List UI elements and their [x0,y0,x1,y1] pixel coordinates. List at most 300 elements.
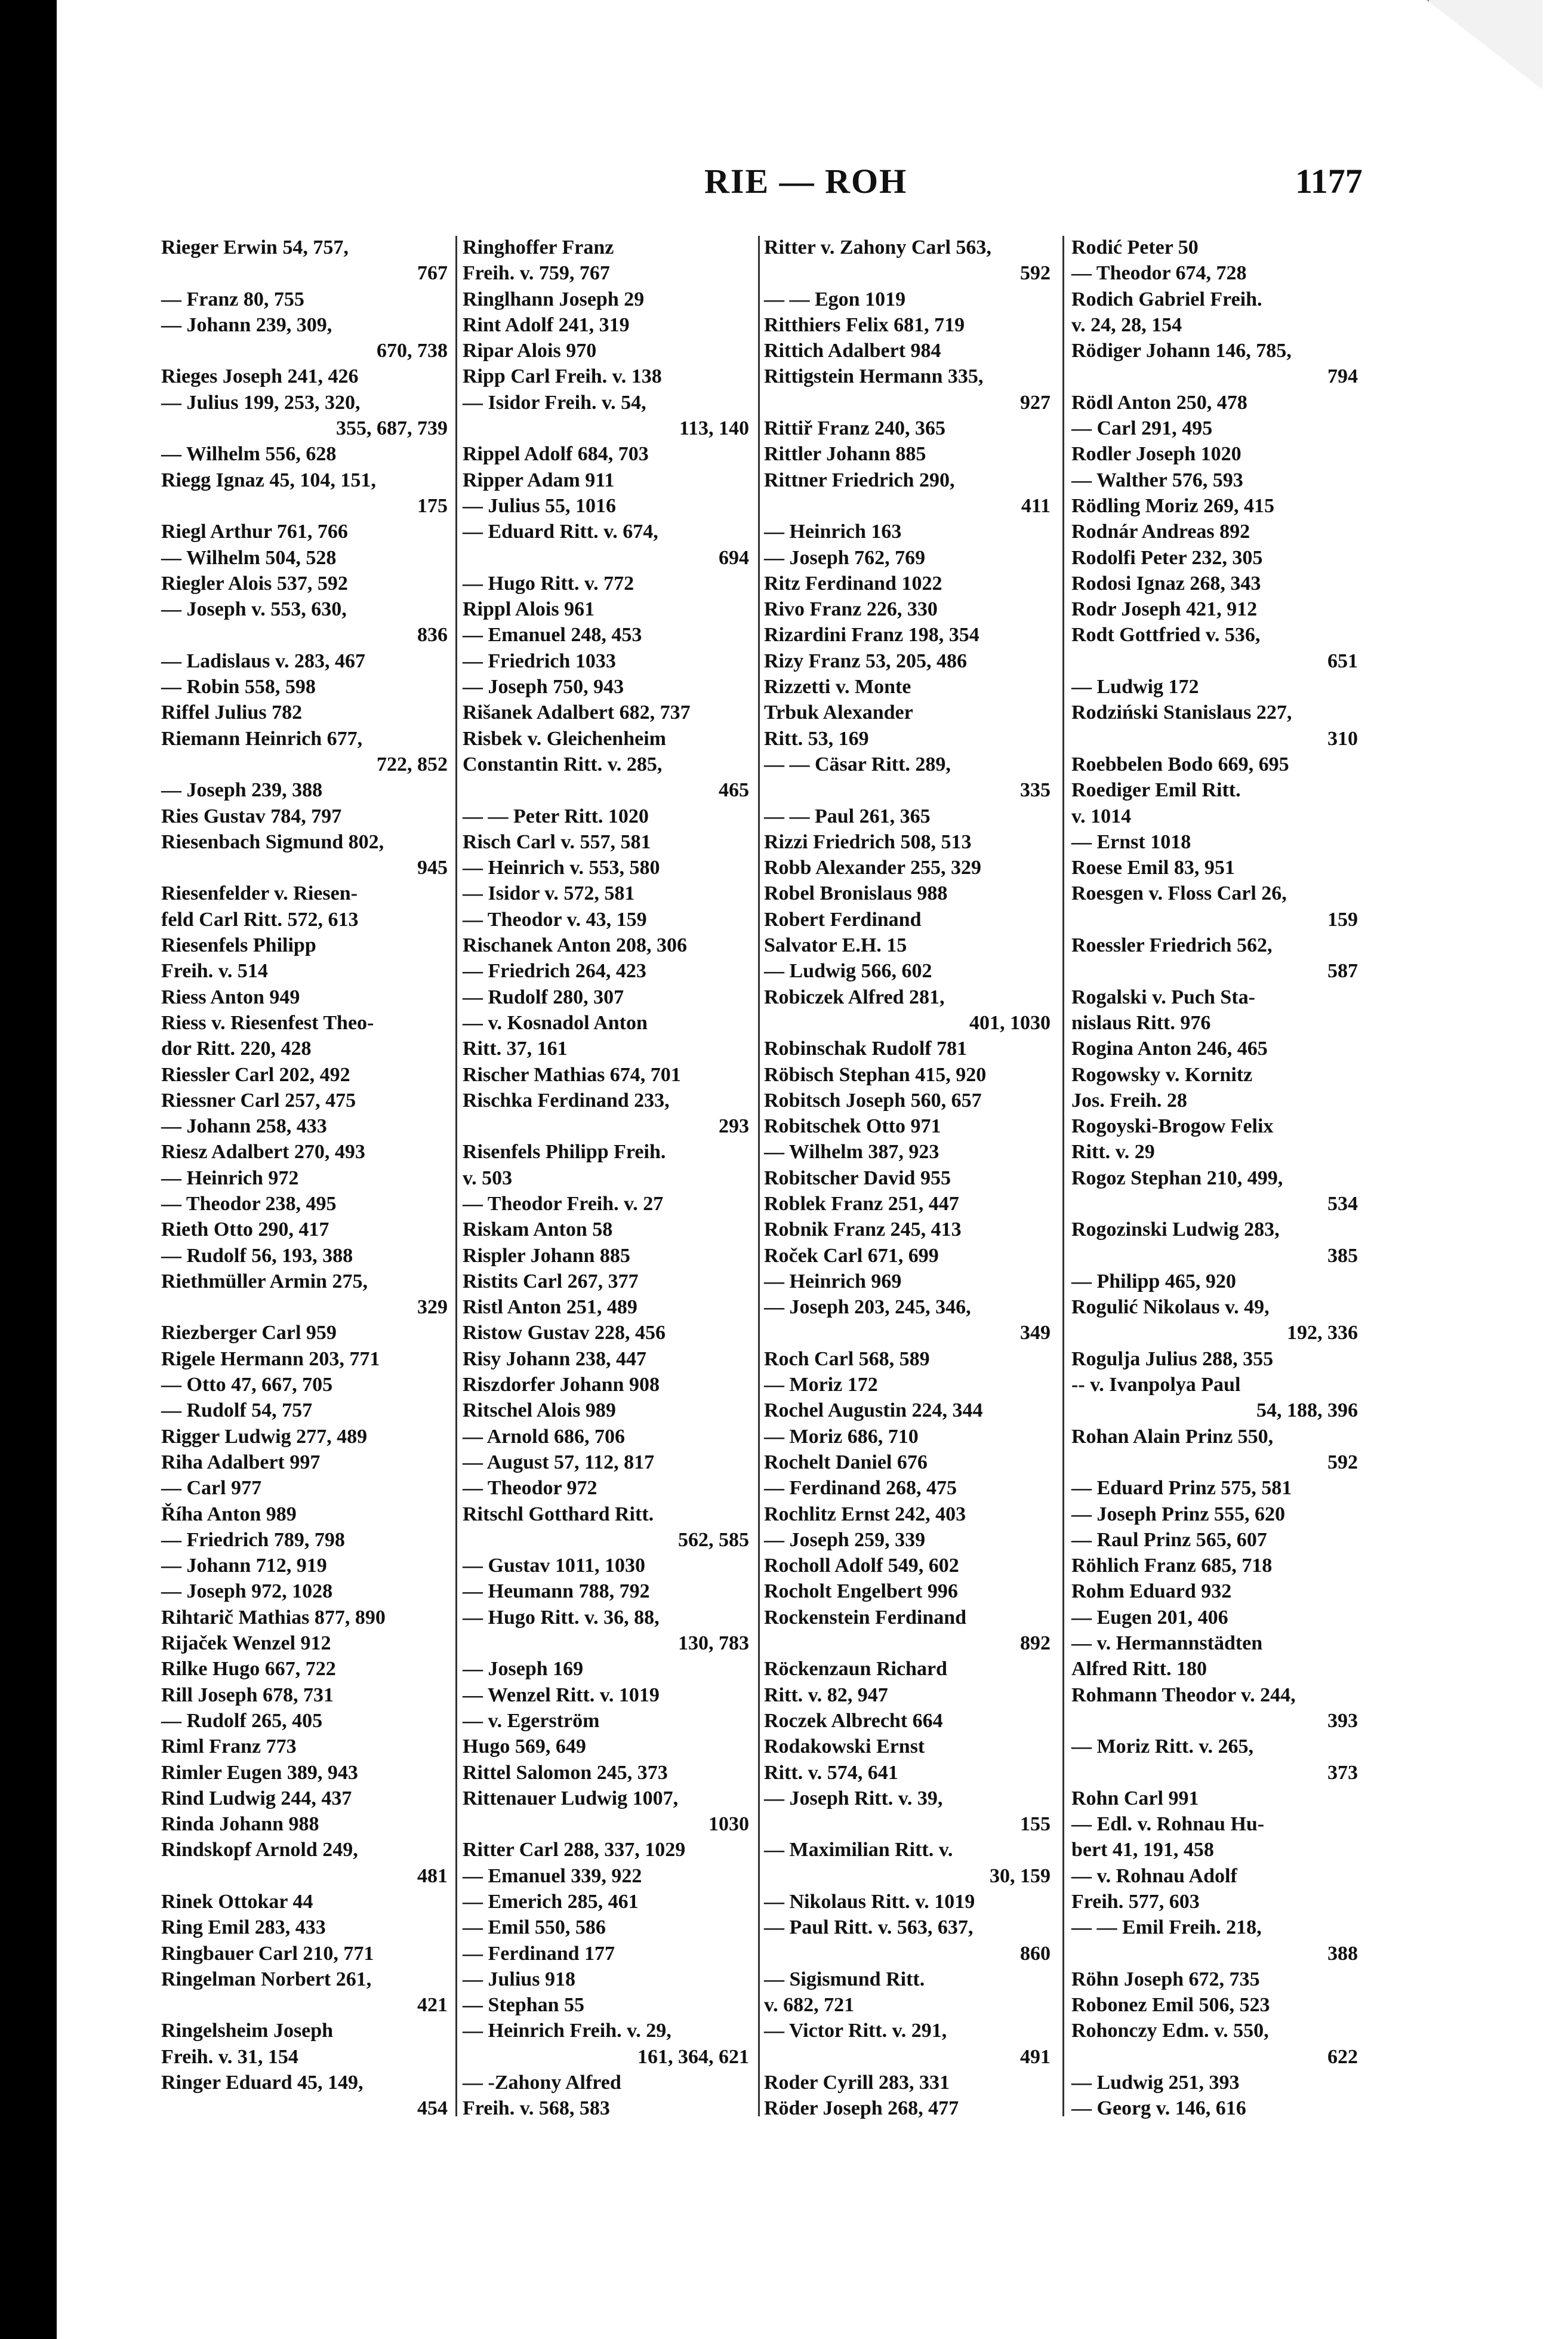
index-entry-line: Rippl Alois 961 [463,598,595,621]
index-entry-line: Freih. v. 568, 583 [463,2097,610,2120]
index-entry-line: Rizy Franz 53, 205, 486 [764,650,967,672]
index-entry-line: 592 [1020,262,1051,285]
index-entry-line: 927 [1020,391,1051,414]
index-entry-line: — Emil 550, 586 [463,1916,606,1939]
index-entry-line: Rittenauer Ludwig 1007, [463,1787,679,1809]
index-entry-line: Rohn Carl 991 [1071,1787,1199,1809]
index-entry-line: Riess v. Riesenfest Theo- [161,1011,374,1034]
index-column-3 [764,235,1051,2122]
index-column-4 [1071,235,1358,2122]
index-entry-line: Ritt. 53, 169 [764,727,869,750]
index-entry-line: — Ferdinand 268, 475 [764,1477,957,1500]
index-entry-line: — Ernst 1018 [1071,830,1191,853]
index-entry-line: Rittel Salomon 245, 373 [463,1761,668,1784]
index-entry-line: Trbuk Alexander [764,701,913,724]
index-entry-line: — Heinrich Freih. v. 29, [463,2020,671,2042]
index-entry-line: Freih. v. 759, 767 [463,262,610,285]
index-entry-line: Riffel Julius 782 [161,701,303,724]
index-entry-line: Rivo Franz 226, 330 [764,598,938,621]
index-entry-line: — Joseph v. 553, 630, [161,598,347,621]
index-entry-line: — Edl. v. Rohnau Hu- [1071,1813,1265,1836]
index-entry-line: Rödling Moriz 269, 415 [1071,494,1274,517]
index-entry-line: Riesz Adalbert 270, 493 [161,1141,365,1164]
index-entry-line: Riesenbach Sigmund 802, [161,830,384,853]
index-entry-line: Rohan Alain Prinz 550, [1071,1425,1274,1448]
index-entry-line: Rodnár Andreas 892 [1071,521,1250,543]
index-entry-line: Ringbauer Carl 210, 771 [161,1942,374,1965]
index-entry-line: Rischer Mathias 674, 701 [463,1063,681,1086]
index-entry-line: Robitsch Joseph 560, 657 [764,1089,982,1112]
index-entry-line: Freih. v. 31, 154 [161,2045,298,2068]
index-entry-line: — Rudolf 280, 307 [463,986,624,1008]
index-entry-line: Rohonczy Edm. v. 550, [1071,2020,1269,2042]
index-entry-line: Riesenfels Philipp [161,934,316,957]
index-entry-line: Jos. Freih. 28 [1071,1089,1187,1112]
index-entry-line: Rogoyski-Brogow Felix [1071,1115,1274,1138]
index-entry-line: Ring Emil 283, 433 [161,1916,326,1939]
index-entry-line: Ripar Alois 970 [463,340,597,362]
index-entry-line: Rogalski v. Puch Sta- [1071,986,1255,1008]
index-entry-line: Freih. v. 514 [161,960,268,983]
index-entry-line: Rizzetti v. Monte [764,676,911,698]
index-entry-line: Riha Adalbert 997 [161,1451,321,1473]
index-entry-line: 393 [1327,1709,1358,1732]
index-entry-line: — Friedrich 1033 [463,650,616,672]
index-entry-line: Rogowsky v. Kornitz [1071,1063,1253,1086]
index-entry-line: Riegl Arthur 761, 766 [161,521,348,543]
index-entry-line: Rimler Eugen 389, 943 [161,1761,358,1784]
index-entry-line: — Eugen 201, 406 [1071,1606,1228,1629]
index-entry-line: Ripper Adam 911 [463,469,615,491]
index-entry-line: — Heumann 788, 792 [463,1580,650,1603]
index-entry-line: v. 1014 [1071,805,1132,827]
index-entry-line: Röder Joseph 268, 477 [764,2097,959,2120]
index-entry-line: Rilke Hugo 667, 722 [161,1658,336,1681]
index-entry-line: Roček Carl 671, 699 [764,1244,939,1267]
index-entry-line: Ristl Anton 251, 489 [463,1296,637,1319]
index-entry-line: 892 [1020,1632,1051,1655]
index-entry-line: 670, 738 [377,340,448,362]
index-entry-line: Robiczek Alfred 281, [764,986,945,1008]
index-entry-line: 722, 852 [377,753,448,775]
index-entry-line: Rodt Gottfried v. 536, [1071,624,1261,647]
index-entry-line: Robb Alexander 255, 329 [764,857,981,879]
index-entry-line: — Theodor Freih. v. 27 [463,1192,664,1215]
index-entry-line: Rill Joseph 678, 731 [161,1684,334,1706]
index-entry-line: — Eduard Ritt. v. 674, [463,521,658,543]
index-entry-line: Rödiger Johann 146, 785, [1071,340,1292,362]
index-entry-line: Ringer Eduard 45, 149, [161,2072,363,2094]
index-entry-line: — Heinrich 969 [764,1270,902,1292]
index-entry-line: 159 [1327,908,1358,931]
index-entry-line: — Eduard Prinz 575, 581 [1071,1477,1292,1500]
index-entry-line: — Joseph 762, 769 [764,546,926,569]
index-entry-line: Rockenstein Ferdinand [764,1606,967,1629]
index-entry-line: — Stephan 55 [463,1994,585,2017]
index-entry-line: Ringelman Norbert 261, [161,1968,372,1990]
index-entry-line: Rogozinski Ludwig 283, [1071,1218,1280,1241]
index-entry-line: Rogulić Nikolaus v. 49, [1071,1296,1270,1319]
index-entry-line: Röhn Joseph 672, 735 [1071,1968,1260,1990]
index-entry-line: Risy Johann 238, 447 [463,1347,646,1370]
index-entry-line: Riessner Carl 257, 475 [161,1089,356,1112]
index-entry-line: 54, 188, 396 [1256,1399,1358,1422]
index-entry-line: Rodolfi Peter 232, 305 [1071,546,1263,569]
index-entry-line: Rittiř Franz 240, 365 [764,417,946,440]
index-entry-line: Rieger Erwin 54, 757, [161,236,349,258]
index-entry-line: 161, 364, 621 [637,2045,749,2068]
index-entry-line: Rocholt Engelbert 996 [764,1580,958,1603]
index-entry-line: Roczek Albrecht 664 [764,1709,943,1732]
index-entry-line: — Moriz 172 [764,1374,878,1396]
index-entry-line: dor Ritt. 220, 428 [161,1038,312,1060]
index-entry-line: Rittigstein Hermann 335, [764,365,984,388]
index-entry-line: 592 [1327,1451,1358,1473]
index-entry-line: — Philipp 465, 920 [1071,1270,1236,1292]
index-entry-line: Rischka Ferdinand 233, [463,1089,670,1112]
index-entry-line: Ritt. 37, 161 [463,1038,568,1060]
index-entry-line: 794 [1327,365,1358,388]
index-entry-line: 113, 140 [679,417,749,440]
index-entry-line: Ritschl Gotthard Ritt. [463,1503,654,1525]
index-entry-line: — Ludwig 566, 602 [764,960,932,983]
index-entry-line: Rochel Augustin 224, 344 [764,1399,983,1422]
index-entry-line: Rittich Adalbert 984 [764,340,941,362]
index-entry-line: -- v. Ivanpolya Paul [1071,1374,1241,1396]
index-entry-line: v. 503 [463,1167,513,1189]
index-entry-line: Riemann Heinrich 677, [161,727,363,750]
index-entry-line: — Joseph Ritt. v. 39, [764,1787,943,1809]
index-entry-line: Rittner Friedrich 290, [764,469,955,491]
index-entry-line: — Otto 47, 667, 705 [161,1374,333,1396]
index-entry-line: Röhlich Franz 685, 718 [1071,1555,1273,1577]
index-entry-line: Roediger Emil Ritt. [1071,779,1241,802]
index-entry-line: — — Emil Freih. 218, [1071,1916,1262,1939]
index-entry-line: — Nikolaus Ritt. v. 1019 [764,1891,975,1913]
index-entry-line: Ristow Gustav 228, 456 [463,1322,666,1344]
index-entry-line: — Ludwig 251, 393 [1071,2072,1240,2094]
index-entry-line: 130, 783 [678,1632,749,1655]
index-entry-line: Rind Ludwig 244, 437 [161,1787,352,1809]
index-entry-line: — Joseph Prinz 555, 620 [1071,1503,1285,1525]
index-entry-line: 30, 159 [990,1864,1051,1887]
page-number: 1177 [1295,162,1363,201]
index-entry-line: Ritt. v. 82, 947 [764,1684,888,1706]
index-entry-line: — Emanuel 339, 922 [463,1864,642,1887]
index-entry-line: — Raul Prinz 565, 607 [1071,1528,1267,1551]
index-entry-line: bert 41, 191, 458 [1071,1839,1214,1861]
index-entry-line: — Arnold 686, 706 [463,1425,626,1448]
index-entry-line: 388 [1327,1942,1358,1965]
index-entry-line: Rohmann Theodor v. 244, [1071,1684,1296,1706]
index-entry-line: — Victor Ritt. v. 291, [764,2020,947,2042]
index-entry-line: Rogina Anton 246, 465 [1071,1038,1268,1060]
index-entry-line: — Heinrich v. 553, 580 [463,857,660,879]
index-entry-line: Rohm Eduard 932 [1071,1580,1232,1603]
index-entry-line: — -Zahony Alfred [463,2072,621,2094]
index-entry-line: 175 [417,494,448,517]
index-entry-line: Rödl Anton 250, 478 [1071,391,1247,414]
index-entry-line: Ripp Carl Freih. v. 138 [463,365,662,388]
index-entry-line: Říha Anton 989 [161,1503,297,1525]
index-entry-line: Robel Bronislaus 988 [764,882,948,905]
index-entry-line: Röckenzaun Richard [764,1658,947,1681]
index-entry-line: 373 [1327,1761,1358,1784]
index-entry-line: Rippel Adolf 684, 703 [463,443,649,466]
index-entry-line: — Joseph 972, 1028 [161,1580,333,1603]
index-entry-line: — Isidor v. 572, 581 [463,882,635,905]
index-entry-line: — Moriz Ritt. v. 265, [1071,1735,1253,1758]
index-entry-line: Robnik Franz 245, 413 [764,1218,962,1241]
index-entry-line: Risbek v. Gleichenheim [463,727,666,750]
index-entry-line: Ritschel Alois 989 [463,1399,616,1422]
index-entry-line: — Georg v. 146, 616 [1071,2097,1246,2120]
index-entry-line: Rogoz Stephan 210, 499, [1071,1167,1283,1189]
index-entry-line: 651 [1327,650,1358,672]
index-entry-line: — Theodor 238, 495 [161,1192,337,1215]
index-entry-line: — Wilhelm 504, 528 [161,546,337,569]
index-entry-line: Rišanek Adalbert 682, 737 [463,701,691,724]
index-entry-line: — Julius 918 [463,1968,575,1990]
index-entry-line: Rodić Peter 50 [1071,236,1199,258]
index-entry-line: Rodich Gabriel Freih. [1071,288,1262,310]
index-entry-line: Rieth Otto 290, 417 [161,1218,329,1241]
index-entry-line: Robitschek Otto 971 [764,1115,941,1138]
index-entry-line: — Rudolf 54, 757 [161,1399,313,1422]
index-entry-line: — — Egon 1019 [764,288,906,310]
index-entry-line: — Friedrich 264, 423 [463,960,646,983]
index-entry-line: 767 [417,262,448,285]
index-entry-line: — Joseph 239, 388 [161,779,323,802]
index-entry-line: Röbisch Stephan 415, 920 [764,1063,987,1086]
index-entry-line: Rochlitz Ernst 242, 403 [764,1503,966,1525]
index-entry-line: 349 [1020,1322,1051,1344]
index-entry-line: — Ludwig 172 [1071,676,1199,698]
index-entry-line: Riegler Alois 537, 592 [161,572,348,595]
index-entry-line: — Carl 291, 495 [1071,417,1213,440]
index-entry-line: Ringhoffer Franz [463,236,614,258]
index-entry-line: 335 [1020,779,1051,802]
index-entry-line: Riessler Carl 202, 492 [161,1063,350,1086]
index-entry-line: Rischanek Anton 208, 306 [463,934,687,957]
index-entry-line: Ringlhann Joseph 29 [463,288,645,310]
index-entry-line: — Johann 239, 309, [161,313,332,336]
index-entry-line: Rinek Ottokar 44 [161,1891,313,1913]
index-entry-line: Riszdorfer Johann 908 [463,1374,660,1396]
index-entry-line: 836 [417,624,448,647]
index-entry-line: — Joseph 259, 339 [764,1528,926,1551]
index-entry-line: — Joseph 169 [463,1658,584,1681]
index-entry-line: Riskam Anton 58 [463,1218,613,1241]
index-entry-line: Roder Cyrill 283, 331 [764,2072,950,2094]
index-entry-line: 293 [719,1115,749,1138]
index-entry-line: Riethmüller Armin 275, [161,1270,368,1292]
index-entry-line: — Joseph 203, 245, 346, [764,1296,971,1319]
index-entry-line: Robinschak Rudolf 781 [764,1038,968,1060]
index-entry-line: 491 [1020,2045,1051,2068]
index-entry-line: Rieges Joseph 241, 426 [161,365,359,388]
index-entry-line: Ries Gustav 784, 797 [161,805,342,827]
index-entry-line: 945 [417,857,448,879]
index-entry-line: — Carl 977 [161,1477,262,1500]
index-entry-line: 411 [1021,494,1051,517]
index-entry-line: 622 [1327,2045,1358,2068]
index-entry-line: — v. Kosnadol Anton [463,1011,648,1034]
index-entry-line: Roesgen v. Floss Carl 26, [1071,882,1287,905]
index-entry-line: nislaus Ritt. 976 [1071,1011,1211,1034]
index-entry-line: Ritt. v. 574, 641 [764,1761,898,1784]
index-entry-line: Rodosi Ignaz 268, 343 [1071,572,1261,595]
index-entry-line: — Sigismund Ritt. [764,1968,925,1990]
index-entry-line: — August 57, 112, 817 [463,1451,655,1473]
index-entry-line: Hugo 569, 649 [463,1735,586,1758]
index-entry-line: — Emanuel 248, 453 [463,624,642,647]
index-entry-line: — v. Hermannstädten [1071,1632,1263,1655]
index-entry-line: — Walther 576, 593 [1071,469,1243,491]
index-entry-line: — Heinrich 972 [161,1167,299,1189]
index-entry-line: 465 [719,779,749,802]
index-entry-line: 860 [1020,1942,1051,1965]
index-entry-line: Roebbelen Bodo 669, 695 [1071,753,1289,775]
index-entry-line: — v. Rohnau Adolf [1071,1864,1237,1887]
index-entry-line: Rigele Hermann 203, 771 [161,1347,380,1370]
index-entry-line: Freih. 577, 603 [1071,1891,1200,1913]
index-entry-line: — Franz 80, 755 [161,288,304,310]
index-entry-line: Rispler Johann 885 [463,1244,630,1267]
index-entry-line: Ristits Carl 267, 377 [463,1270,639,1292]
index-entry-line: — Isidor Freih. v. 54, [463,391,646,414]
index-entry-line: Rodler Joseph 1020 [1071,443,1242,466]
index-entry-line: — Rudolf 265, 405 [161,1709,323,1732]
index-entry-line: Ritter Carl 288, 337, 1029 [463,1839,686,1861]
index-entry-line: — Maximilian Ritt. v. [764,1839,953,1861]
index-entry-line: — Robin 558, 598 [161,676,316,698]
index-column-1 [161,235,448,2122]
index-entry-line: — Emerich 285, 461 [463,1891,639,1913]
index-entry-line: 534 [1327,1192,1358,1215]
index-entry-line: Constantin Ritt. v. 285, [463,753,663,775]
index-entry-line: 694 [719,546,749,569]
index-entry-line: Rindskopf Arnold 249, [161,1839,358,1861]
index-entry-line: Riess Anton 949 [161,986,300,1008]
index-entry-line: — Paul Ritt. v. 563, 637, [764,1916,974,1939]
index-entry-line: 1030 [708,1813,749,1836]
index-entry-line: 454 [417,2097,448,2120]
page-header-range: RIE — ROH [704,162,908,201]
index-entry-line: Roch Carl 568, 589 [764,1347,930,1370]
index-entry-line: v. 24, 28, 154 [1071,313,1182,336]
index-entry-line: — Julius 199, 253, 320, [161,391,361,414]
index-entry-line: 310 [1327,727,1358,750]
index-entry-line: — Johann 258, 433 [161,1115,327,1138]
index-entry-line: 401, 1030 [969,1011,1051,1034]
index-entry-line: — Wilhelm 387, 923 [764,1141,939,1164]
index-entry-line: Alfred Ritt. 180 [1071,1658,1207,1681]
index-entry-line: — Theodor 674, 728 [1071,262,1247,285]
index-entry-line: — — Peter Ritt. 1020 [463,805,649,827]
index-entry-line: Riegg Ignaz 45, 104, 151, [161,469,376,491]
index-entry-line: Ringelsheim Joseph [161,2020,334,2042]
index-entry-line: Rigger Ludwig 277, 489 [161,1425,368,1448]
column-divider [758,236,760,2116]
index-entry-line: Ritthiers Felix 681, 719 [764,313,965,336]
index-entry-line: Robert Ferdinand [764,908,922,931]
index-entry-line: — Hugo Ritt. v. 772 [463,572,634,595]
index-entry-line: Risenfels Philipp Freih. [463,1141,666,1164]
index-entry-line: — Theodor v. 43, 159 [463,908,647,931]
index-entry-line: 481 [417,1864,448,1887]
index-entry-line: — Gustav 1011, 1030 [463,1555,646,1577]
index-entry-line: Rittler Johann 885 [764,443,926,466]
index-entry-line: 329 [417,1296,448,1319]
index-entry-line: Robitscher David 955 [764,1167,951,1189]
index-column-2 [463,235,749,2122]
index-entry-line: Salvator E.H. 15 [764,934,907,957]
index-entry-line: Riml Franz 773 [161,1735,297,1758]
index-entry-line: Riezberger Carl 959 [161,1322,337,1344]
index-entry-line: Rodakowski Ernst [764,1735,925,1758]
index-entry-line: Roessler Friedrich 562, [1071,934,1273,957]
index-entry-line: — Joseph 750, 943 [463,676,624,698]
index-entry-line: Riesenfelder v. Riesen- [161,882,358,905]
index-entry-line: — Wilhelm 556, 628 [161,443,337,466]
index-entry-line: Rizzi Friedrich 508, 513 [764,830,972,853]
index-entry-line: — Julius 55, 1016 [463,494,616,517]
index-entry-line: — — Cäsar Ritt. 289, [764,753,951,775]
index-entry-line: Roblek Franz 251, 447 [764,1192,959,1215]
index-entry-line: v. 682, 721 [764,1994,855,2017]
index-entry-line: Ritter v. Zahony Carl 563, [764,236,991,258]
index-entry-line: Rizardini Franz 198, 354 [764,624,979,647]
index-entry-line: — Theodor 972 [463,1477,597,1500]
index-entry-line: — Johann 712, 919 [161,1555,327,1577]
index-entry-line: Roese Emil 83, 951 [1071,857,1235,879]
index-entry-line: Rogulja Julius 288, 355 [1071,1347,1274,1370]
index-entry-line: 155 [1020,1813,1051,1836]
index-entry-line: 192, 336 [1287,1322,1358,1344]
index-entry-line: feld Carl Ritt. 572, 613 [161,908,359,931]
index-entry-line: — Wenzel Ritt. v. 1019 [463,1684,660,1706]
index-entry-line: Rodziński Stanislaus 227, [1071,701,1292,724]
index-entry-line: 587 [1327,960,1358,983]
index-entry-line: — v. Egerström [463,1709,600,1732]
index-entry-line: Risch Carl v. 557, 581 [463,830,651,853]
column-divider [1062,236,1064,2116]
index-entry-line: Rihtarič Mathias 877, 890 [161,1606,386,1629]
index-entry-line: Rochelt Daniel 676 [764,1451,928,1473]
index-entry-line: 562, 585 [678,1528,749,1551]
index-entry-line: — Hugo Ritt. v. 36, 88, [463,1606,660,1629]
index-entry-line: Robonez Emil 506, 523 [1071,1994,1270,2017]
index-entry-line: 355, 687, 739 [336,417,448,440]
index-entry-line: Rijaček Wenzel 912 [161,1632,331,1655]
index-entry-line: — Moriz 686, 710 [764,1425,919,1448]
index-entry-line: Rodr Joseph 421, 912 [1071,598,1258,621]
index-entry-line: Rocholl Adolf 549, 602 [764,1555,959,1577]
index-entry-line: — Ladislaus v. 283, 467 [161,650,365,672]
index-entry-line: Ritz Ferdinand 1022 [764,572,942,595]
index-entry-line: Rinda Johann 988 [161,1813,319,1836]
index-entry-line: — Friedrich 789, 798 [161,1528,345,1551]
index-entry-line: — Ferdinand 177 [463,1942,615,1965]
index-entry-line: 385 [1327,1244,1358,1267]
column-divider [455,236,457,2116]
index-entry-line: Rint Adolf 241, 319 [463,313,630,336]
index-entry-line: — Rudolf 56, 193, 388 [161,1244,353,1267]
index-entry-line: — — Paul 261, 365 [764,805,931,827]
index-entry-line: — Heinrich 163 [764,521,902,543]
index-entry-line: Ritt. v. 29 [1071,1141,1155,1164]
